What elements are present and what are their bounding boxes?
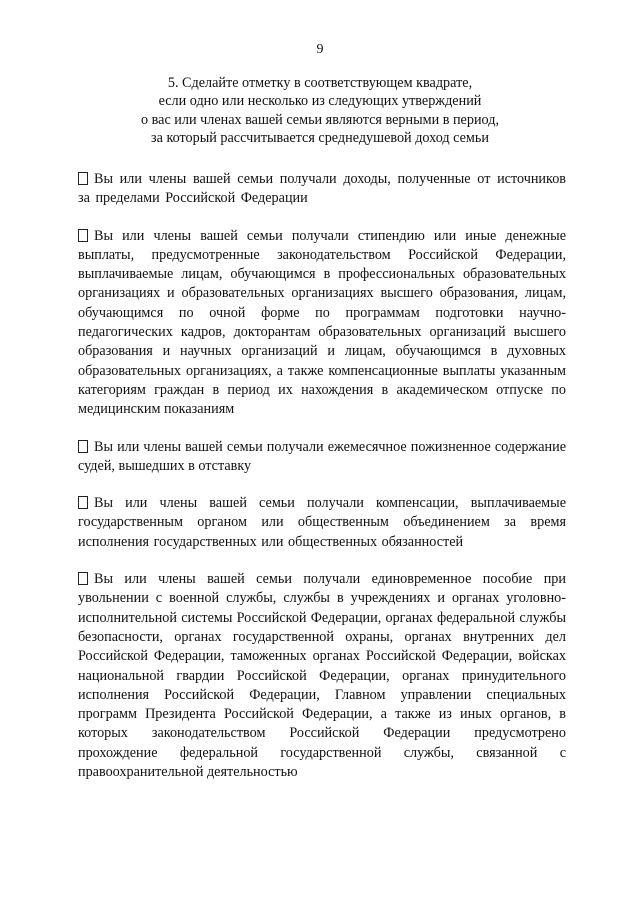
- checkbox-judge-allowance[interactable]: [78, 440, 88, 453]
- heading-line: за который рассчитывается среднедушевой доход семьи: [151, 129, 489, 146]
- heading-line: если одно или несколько из следующих утверждений: [158, 93, 482, 110]
- statement-item-judge-allowance: [78, 438, 566, 477]
- page-number: 9: [316, 42, 324, 57]
- statement-text: Вы или члены вашей семьи получали единовременное пособие при увольнении с военной службы, службы в учреждениях и органах уголовно-исполнительной системы Российской Федерации, органах федеральной службы безопасности, органах государственной охраны, органах внутренних дел Российской Федерации, таможенных органах Российской Федерации, войсках национальной гвардии Российской Федерации, органах принудительного исполнения Российской Федерации, Главном управлении специальных программ Президента Российской Федерации, а также из иных органов, в которых законодательством Российской Федерации предусмотрено прохождение федеральной государственной службы, связанной с правоохранительной деятельностью: [78, 571, 566, 781]
- checkbox-duty-compensation[interactable]: [78, 496, 88, 509]
- checkbox-severance-benefit[interactable]: [78, 572, 88, 585]
- statement-item-stipend: [78, 227, 566, 420]
- section-heading: [80, 74, 560, 147]
- statement-text: Вы или члены вашей семьи получали доходы, полученные от источников за пределами Российской Федерации: [78, 171, 566, 207]
- statement-item-duty-compensation: [78, 494, 566, 552]
- statement-item-severance-benefit: [78, 570, 566, 782]
- checkbox-foreign-income[interactable]: [78, 172, 88, 185]
- statement-text: Вы или члены вашей семьи получали стипендию или иные денежные выплаты, предусмотренные законодательством Российской Федерации, выплачиваемые лицам, обучающимся в профессиональных образовательных организациях и образовательных организациях высшего образования, лицам, обучающимся по очной форме по программам подготовки научно-педагогических кадров, докторантам образовательных организаций высшего образования и научных организаций и лицам, обучающимся в духовных образовательных организациях, а также компенсационные выплаты указанным категориям граждан в период их нахождения в академическом отпуске по медицинским показаниям: [78, 227, 566, 418]
- statement-item-foreign-income: [78, 170, 566, 209]
- statement-text: Вы или члены вашей семьи получали ежемесячное пожизненное содержание судей, вышедших в отставку: [78, 438, 566, 474]
- heading-line: о вас или членах вашей семьи являются верными в период,: [141, 111, 499, 128]
- statement-text: Вы или члены вашей семьи получали компенсации, выплачиваемые государственным органом или общественным объединением за время исполнения государственных или общественных обязанностей: [78, 495, 566, 550]
- heading-line: 5. Сделайте отметку в соответствующем квадрате,: [167, 75, 473, 91]
- statement-list: [78, 170, 566, 782]
- checkbox-stipend[interactable]: [78, 229, 88, 242]
